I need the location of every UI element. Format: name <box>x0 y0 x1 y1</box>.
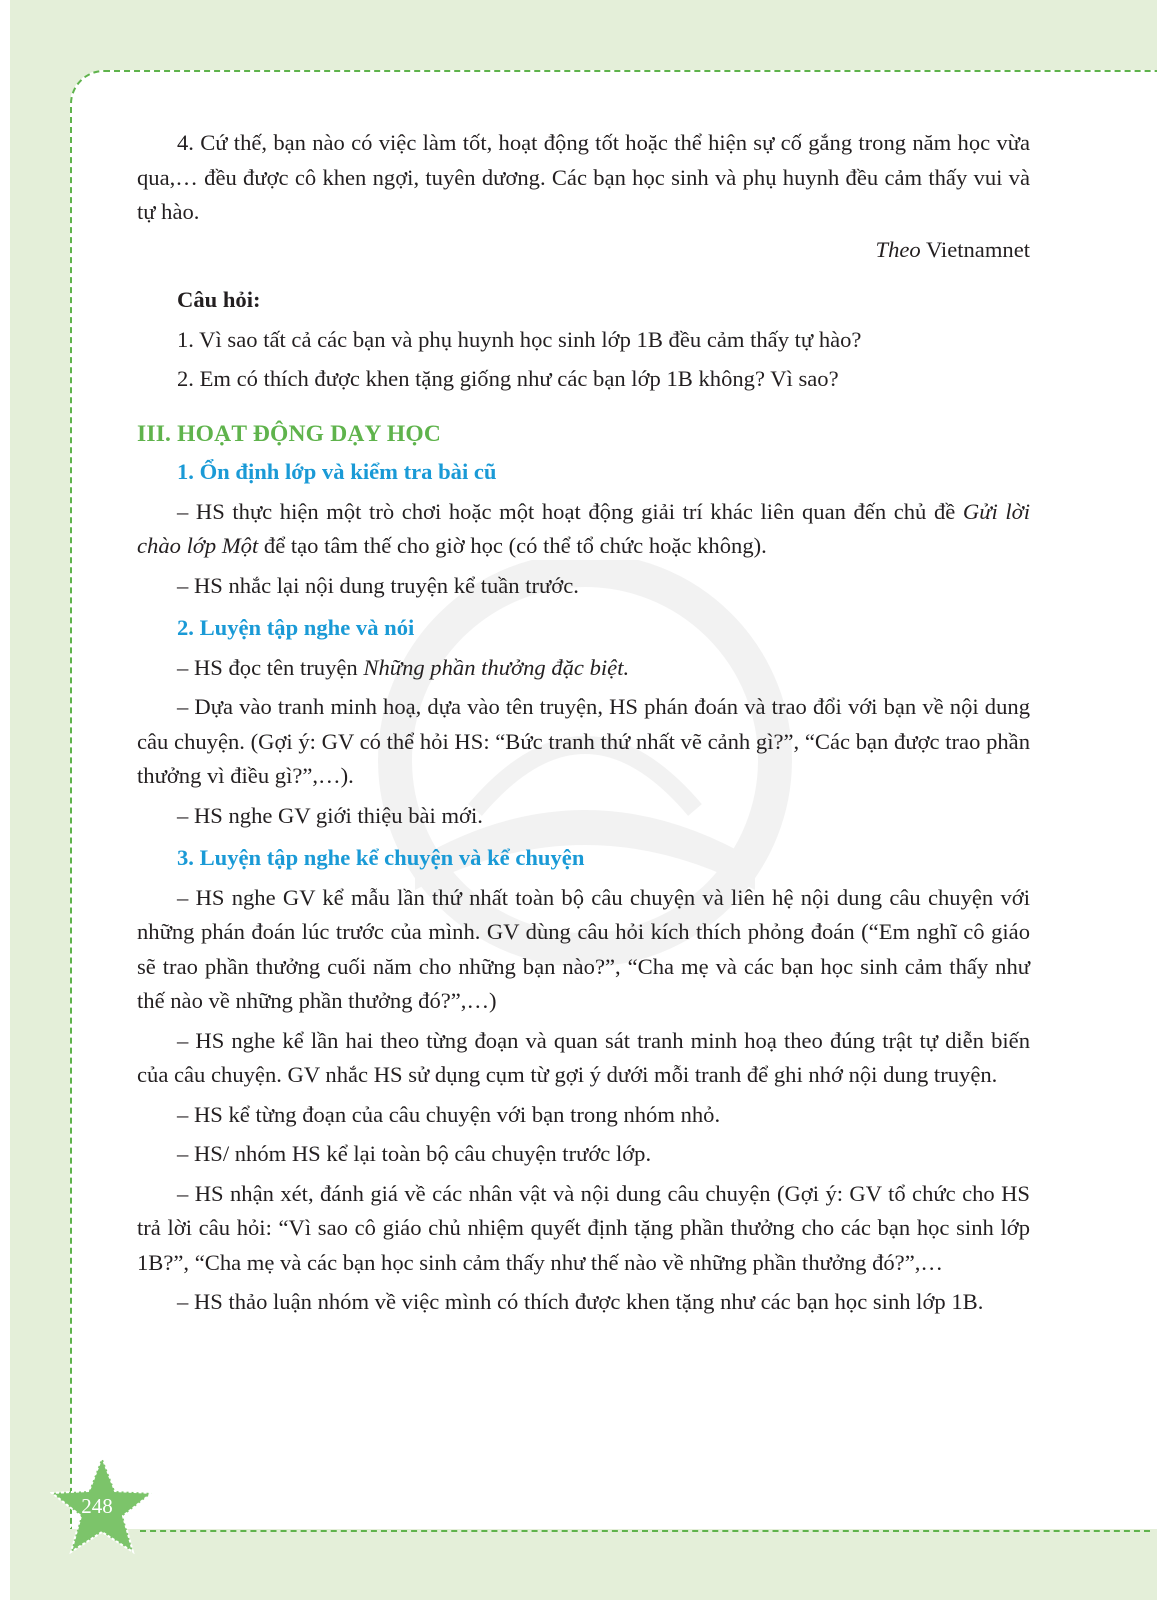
question-1: 1. Vì sao tất cả các bạn và phụ huynh học sinh lớp 1B đều cảm thấy tự hào? <box>177 326 862 352</box>
part-3-paragraph-4: – HS/ nhóm HS kể lại toàn bộ câu chuyện trước lớp. <box>177 1141 652 1166</box>
source-prefix: Theo <box>875 236 921 262</box>
part-1-heading: 1. Ổn định lớp và kiểm tra bài cũ <box>177 459 497 484</box>
bottom-dashed-line <box>140 1530 1150 1532</box>
part-3-paragraph-6: – HS thảo luận nhóm về việc mình có thích được khen tặng như các bạn học sinh lớp 1B. <box>177 1289 984 1314</box>
source-citation <box>137 233 1030 268</box>
page-content <box>137 126 1030 1320</box>
story-title: Những phần thưởng đặc biệt. <box>363 654 630 680</box>
theme-title: Gửi lời chào lớp Một <box>137 498 1030 558</box>
left-margin-strip <box>0 0 10 1600</box>
part-2-p1-start: – HS đọc tên truyện <box>177 654 364 680</box>
part-3-paragraph-1: – HS nghe GV kể mẫu lần thứ nhất toàn bộ câu chuyện và liên hệ nội dung câu chuyện với những phán đoán lúc trước của mình. GV dùng câu hỏi kích thích phỏng đoán (“Em nghĩ cô giáo sẽ trao phần thưởng cuối năm cho những bạn nào?”, “Cha mẹ và các bạn học sinh cảm thấy như thế nào về những phần thưởng đó?”,…) <box>137 884 1030 1013</box>
part-3-paragraph-5: – HS nhận xét, đánh giá về các nhân vật và nội dung câu chuyện (Gợi ý: GV tổ chức cho HS trả lời câu hỏi: “Vì sao cô giáo chủ nhiệm quyết định tặng phần thưởng cho các bạn học sinh lớp 1B?”, “Cha mẹ và các bạn học sinh cảm thấy như thế nào về những phần thưởng đó?”,… <box>137 1180 1030 1275</box>
part-2-heading: 2. Luyện tập nghe và nói <box>177 615 415 640</box>
part-1-paragraph-1 <box>137 495 1030 564</box>
intro-paragraph-4: 4. Cứ thế, bạn nào có việc làm tốt, hoạt động tốt hoặc thể hiện sự cố gắng trong năm học vừa qua,… đều được cô khen ngợi, tuyên dương. Các bạn học sinh và phụ huynh đều cảm thấy vui và tự hào. <box>137 130 1030 224</box>
part-3-paragraph-3: – HS kể từng đoạn của câu chuyện với bạn trong nhóm nhỏ. <box>177 1101 721 1127</box>
part-2-paragraph-2: – Dựa vào tranh minh hoạ, dựa vào tên truyện, HS phán đoán và trao đổi với bạn về nội dung câu chuyện. (Gợi ý: GV có thể hỏi HS: “Bức tranh thứ nhất vẽ cảnh gì?”, “Các bạn được trao phần thưởng vì điều gì?”,…). <box>137 694 1030 788</box>
page-number: 248 <box>81 1494 113 1518</box>
part-1-p1-start: – HS thực hiện một trò chơi hoặc một hoạt động giải trí khác liên quan đến chủ đề <box>177 498 963 524</box>
section-3-heading: III. HOẠT ĐỘNG DẠY HỌC <box>137 420 442 447</box>
part-2-paragraph-3: – HS nghe GV giới thiệu bài mới. <box>177 802 483 828</box>
part-1-paragraph-2: – HS nhắc lại nội dung truyện kể tuần trước. <box>177 572 579 598</box>
part-2-paragraph-1 <box>137 651 1030 686</box>
part-1-p1-end: để tạo tâm thế cho giờ học (có thể tổ chức hoặc không). <box>258 533 767 558</box>
part-3-heading: 3. Luyện tập nghe kể chuyện và kể chuyện <box>177 845 585 870</box>
questions-heading: Câu hỏi: <box>177 287 261 312</box>
source-name: Vietnamnet <box>925 236 1030 262</box>
question-2: 2. Em có thích được khen tặng giống như các bạn lớp 1B không? Vì sao? <box>177 366 839 391</box>
part-3-paragraph-2: – HS nghe kể lần hai theo từng đoạn và quan sát tranh minh hoạ theo đúng trật tự diễn biến của câu chuyện. GV nhắc HS sử dụng cụm từ gợi ý dưới mỗi tranh để ghi nhớ nội dung truyện. <box>137 1027 1030 1087</box>
